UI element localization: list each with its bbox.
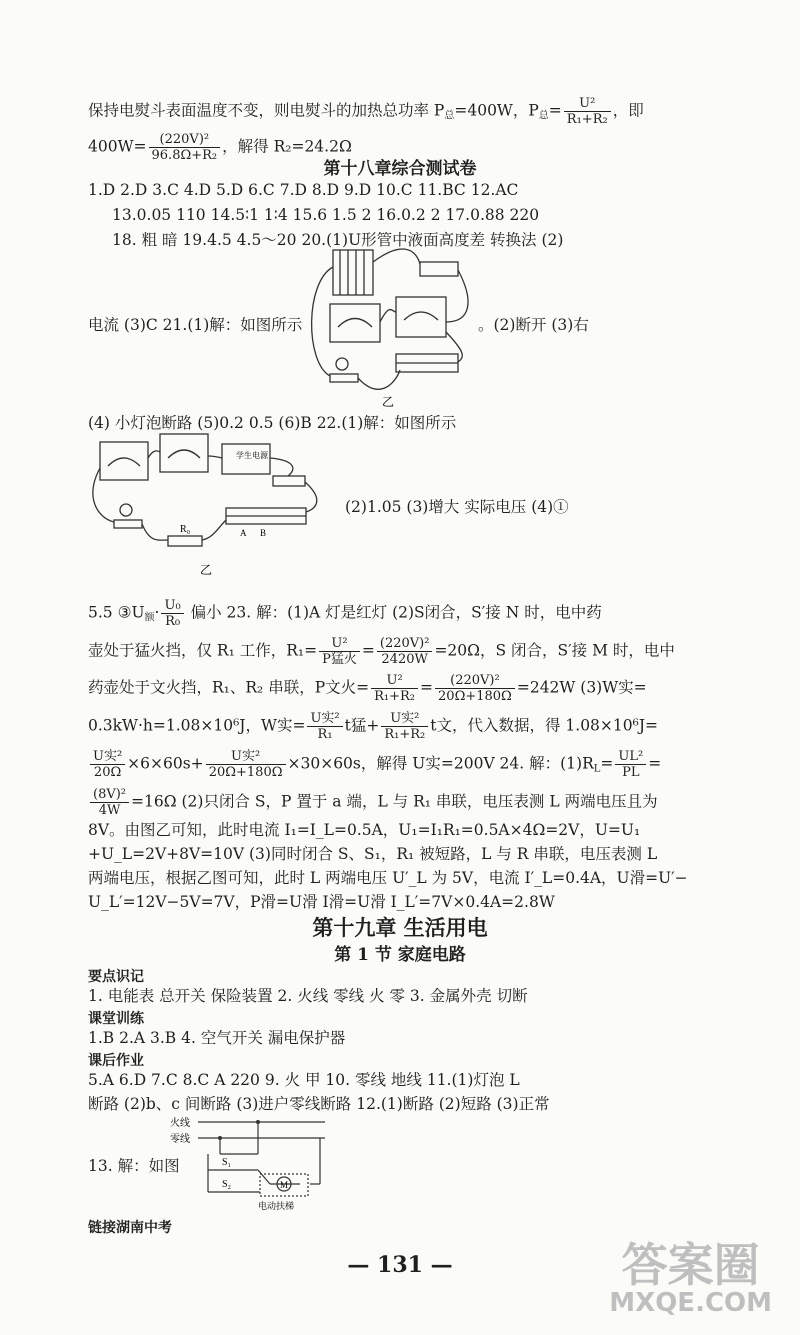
text-line: 。(2)断开 (3)右 <box>478 316 589 334</box>
text-line: (2)1.05 (3)增大 实际电压 (4)① <box>345 498 569 516</box>
text-line: 壶处于猛火挡，仅 R₁ 工作，R₁= $\frac{\text{U²}}{\text{P猛火}}$ = $\frac{\text{(220V)²}}{2420W}$ =20Ω，S 闭合，S′接 M 时，电中 <box>88 636 675 667</box>
terminal-a-label: A <box>240 528 247 538</box>
circuit-figure-2 <box>88 428 328 578</box>
switch-s1-label: S₁ <box>222 1157 232 1168</box>
fraction: $\frac{\text{(220V)²}}{\text{96.8Ω+R₂}}$ <box>149 132 221 163</box>
text-line: $\frac{\text{U实²}}{20\Omega}$ ×6×60s+ $\frac{\text{U实²}}{20\Omega+180\Omega}$ ×30×60s，解得 U实=200V 24. 解：$(1)R_L=$ $\frac{\text{UL²}}{PL}$ = <box>88 749 730 780</box>
answer-line: 13.0.05 110 14.5∶1 1∶4 15.6 1.5 2 16.0.2 2 17.0.88 220 <box>112 206 540 224</box>
text-line: 保持电熨斗表面温度不变，则电熨斗的加热总功率 $P_总=400W$，$P_总=$ $\frac{\text{U²}}{\text{R₁+R₂}}$ ，即 <box>88 96 644 127</box>
fraction: $\frac{\text{U²}}{\text{R₁+R₂}}$ <box>371 673 418 704</box>
fraction: $\frac{\text{U₀}}{\text{R₀}}$ <box>161 598 183 629</box>
household-caption: 电动扶梯 <box>258 1202 295 1212</box>
terminal-b-label: B <box>260 528 267 538</box>
fraction: $\frac{\text{(8V)²}}{4W}$ <box>90 787 129 818</box>
text-line: 400W= $\frac{\text{(220V)²}}{\text{96.8Ω+R₂}}$ ，解得 R₂=24.2Ω <box>88 132 352 163</box>
fraction: $\frac{\text{U²}}{\text{R₁+R₂}}$ <box>564 96 611 127</box>
fraction: $\frac{\text{U实²}}{\text{R₁+R₂}}$ <box>381 711 428 742</box>
text-line: U_L′=12V−5V=7V，P滑=U滑 I滑=U滑 I_L′=7V×0.4A=2.8W <box>88 893 555 911</box>
neutral-wire-label: 零线 <box>170 1134 190 1145</box>
subsection-heading: 要点识记 <box>88 969 144 985</box>
answer-line: 1.D 2.D 3.C 4.D 5.D 6.C 7.D 8.D 9.D 10.C 11.BC 12.AC <box>88 181 519 199</box>
answer-line: 5.A 6.D 7.C 8.C A 220 9. 火 甲 10. 零线 地线 11.(1)灯泡 L <box>88 1071 520 1089</box>
figure-caption: 乙 <box>200 563 213 577</box>
text-line: 8V。由图乙可知，此时电流 I₁=I_L=0.5A，U₁=I₁R₁=0.5A×4Ω=2V，U=U₁ <box>88 821 641 839</box>
text-line: +U_L=2V+8V=10V (3)同时闭合 S、S₁，R₁ 被短路，L 与 R 串联，电压表测 L <box>88 845 658 863</box>
text-line: 两端电压，根据乙图可知，此时 L 两端电压 U′_L 为 5V，电流 I′_L=0.4A，U滑=U′− <box>88 869 688 887</box>
fraction: $\frac{\text{U²}}{\text{P猛火}}$ <box>319 636 360 667</box>
text-line: 5.5 $③U_额\cdot$ $\frac{\text{U₀}}{\text{R₀}}$ 偏小 23. 解：(1)A 灯是红灯 (2)S闭合，S′接 N 时，电中药 <box>88 598 602 629</box>
watermark: 答案圈 MXQE.COM <box>609 1238 772 1318</box>
answer-line: 1. 电能表 总开关 保险装置 2. 火线 零线 火 零 3. 金属外壳 切断 <box>88 987 528 1005</box>
fraction: $\frac{\text{UL²}}{PL}$ <box>615 749 646 780</box>
fraction: $\frac{\text{U实²}}{20\Omega}$ <box>90 749 125 780</box>
subsection-heading: 链接湖南中考 <box>88 1220 172 1236</box>
figure-caption: 乙 <box>382 395 395 409</box>
subsection-heading: 课后作业 <box>88 1053 144 1069</box>
live-wire-label: 火线 <box>170 1118 190 1129</box>
text-line: 药壶处于文火挡，R₁、R₂ 串联，P文火= $\frac{\text{U²}}{\text{R₁+R₂}}$ = $\frac{\text{(220V)²}}{20\Omega+180\Omega}$ =242W (3)W实= <box>88 673 647 704</box>
page-number: — 131 — <box>347 1252 453 1278</box>
answer-line: 18. 粗 暗 19.4.5 4.5～20 20.(1)U形管中液面高度差 转换法 (2) <box>112 231 564 249</box>
power-box-label: 学生电源 <box>236 451 268 460</box>
motor-label: M <box>280 1180 289 1190</box>
rheostat-label: R₀ <box>180 524 191 535</box>
text-line: 13. 解：如图 <box>88 1157 180 1175</box>
chapter-heading: 第十九章 生活用电 <box>312 915 488 940</box>
answer-line: 断路 (2)b、c 间断路 (3)进户零线断路 12.(1)断路 (2)短路 (3)正常 <box>88 1095 550 1113</box>
fraction: $\frac{\text{(220V)²}}{20\Omega+180\Omega}$ <box>435 673 515 704</box>
text-line: 0.3kW·h=1.08×10⁶J，W实= $\frac{\text{U实²}}{\text{R₁}}$ t猛+ $\frac{\text{U实²}}{\text{R₁+R₂}}$ t文，代入数据，得 1.08×10⁶J= <box>88 711 659 742</box>
fraction: $\frac{\text{(220V)²}}{2420W}$ <box>377 636 433 667</box>
switch-s2-label: S₂ <box>222 1179 232 1190</box>
subsection-heading: 课堂训练 <box>88 1011 144 1027</box>
fraction: $\frac{\text{U实²}}{20\Omega+180\Omega}$ <box>206 749 286 780</box>
test-heading: 第十八章综合测试卷 <box>323 159 477 179</box>
text-line: $\frac{\text{(8V)²}}{4W}$ =16Ω (2)只闭合 S，P 置于 a 端，L 与 R₁ 串联，电压表测 L 两端电压且为 <box>88 787 730 818</box>
answer-line: 1.B 2.A 3.B 4. 空气开关 漏电保护器 <box>88 1029 346 1047</box>
text-line: 电流 (3)C 21.(1)解：如图所示 <box>88 316 303 334</box>
fraction: $\frac{\text{U实²}}{\text{R₁}}$ <box>307 711 342 742</box>
text-line: (4) 小灯泡断路 (5)0.2 0.5 (6)B 22.(1)解：如图所示 <box>88 414 457 432</box>
section-heading: 第 1 节 家庭电路 <box>334 945 466 965</box>
